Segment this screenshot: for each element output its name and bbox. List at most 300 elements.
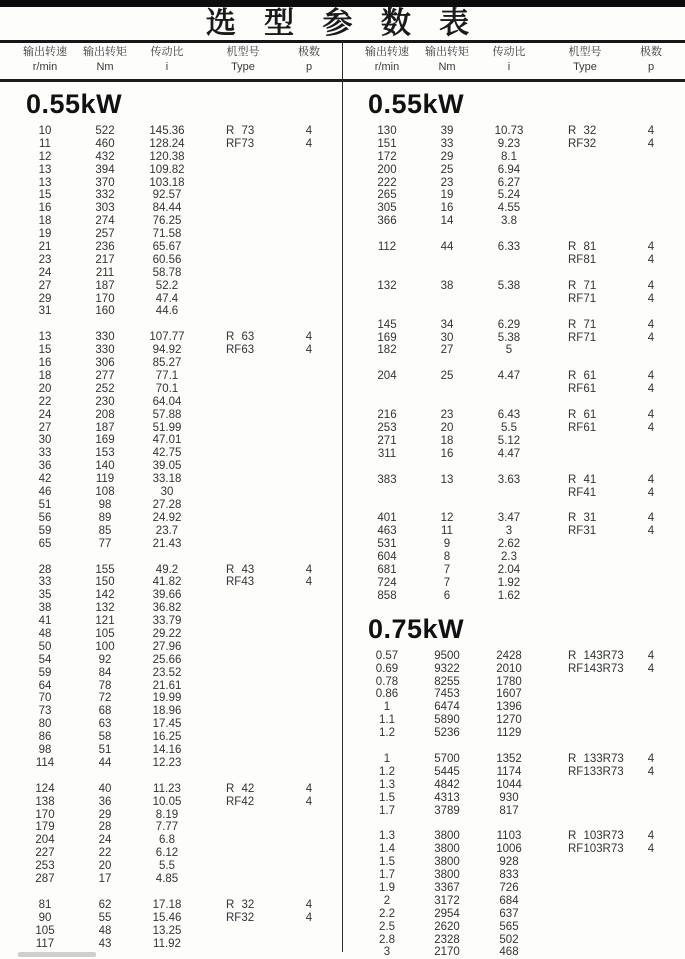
model-block <box>342 650 684 740</box>
cell-type <box>196 202 290 215</box>
cell-poles <box>632 869 670 882</box>
table-row <box>0 860 342 873</box>
cell-speed: 27 <box>38 421 52 434</box>
cell-speed: 681 <box>377 564 397 577</box>
cell-ratio: 5.12 <box>497 434 521 447</box>
cell-speed: 24 <box>38 408 52 421</box>
table-right-column <box>342 82 684 959</box>
cell-type <box>196 460 290 473</box>
cell-poles <box>632 564 670 577</box>
cell-type: RF103R73 <box>568 843 624 856</box>
cell-poles: 4 <box>647 125 655 137</box>
cell-speed: 59 <box>38 524 52 537</box>
cell-ratio: 8.19 <box>155 808 179 821</box>
cell-type <box>538 869 632 882</box>
cell-type <box>196 757 290 770</box>
table-row <box>0 228 342 241</box>
cell-speed: 21 <box>38 241 52 254</box>
cell-torque: 5700 <box>434 752 460 765</box>
cell-ratio: 1270 <box>496 714 522 727</box>
cell-poles <box>290 589 328 602</box>
table-row <box>0 718 342 731</box>
cell-ratio: 5 <box>505 344 513 357</box>
cell-speed: 366 <box>377 215 397 228</box>
cell-speed: 2 <box>383 894 391 907</box>
cell-poles: 4 <box>305 898 313 911</box>
cell-torque: 16 <box>440 447 454 460</box>
table-row <box>0 215 342 228</box>
cell-poles <box>632 805 670 818</box>
cell-poles <box>290 293 328 306</box>
table-row <box>342 779 684 792</box>
header-label-speed: 输出转速 <box>365 46 409 58</box>
cell-type <box>538 921 632 934</box>
cell-ratio: 565 <box>499 920 519 933</box>
cell-speed: 1.1 <box>379 714 395 727</box>
cell-type <box>196 151 290 164</box>
cell-type <box>196 860 290 873</box>
cell-torque: 19 <box>440 189 454 202</box>
cell-speed: 130 <box>377 125 397 137</box>
cell-torque: 23 <box>440 409 454 422</box>
cell-torque: 8 <box>443 551 451 564</box>
cell-torque: 2328 <box>434 933 460 946</box>
table-row <box>0 744 342 757</box>
cell-ratio: 42.75 <box>152 447 182 460</box>
cell-poles <box>632 577 670 590</box>
cell-torque: 9 <box>443 538 451 551</box>
cell-type <box>538 202 632 215</box>
header-unit-torque: Nm <box>96 61 114 73</box>
cell-speed: 0.78 <box>375 675 399 688</box>
cell-ratio: 27.28 <box>152 498 182 511</box>
cell-ratio: 5.24 <box>497 189 521 202</box>
cell-poles: 4 <box>647 292 655 305</box>
cell-type <box>538 164 632 177</box>
cell-ratio: 19.99 <box>152 692 182 705</box>
table-row <box>342 830 684 843</box>
cell-ratio: 77.1 <box>155 370 179 383</box>
cell-ratio: 58.78 <box>152 266 182 279</box>
table-row <box>342 590 684 603</box>
cell-ratio: 928 <box>499 856 519 869</box>
cell-torque: 230 <box>95 395 115 408</box>
cell-ratio: 33.79 <box>152 615 182 628</box>
table-row <box>0 422 342 435</box>
cell-speed: 28 <box>38 563 52 576</box>
cell-ratio: 6.94 <box>497 163 521 176</box>
cell-speed: 2.8 <box>379 933 395 946</box>
cell-speed: 13 <box>38 176 52 189</box>
cell-type: RF61 <box>568 383 597 396</box>
cell-type: R 32 <box>568 125 597 137</box>
cell-type <box>538 946 632 959</box>
cell-ratio: 60.56 <box>152 253 182 266</box>
cell-type <box>196 705 290 718</box>
header-col-type <box>538 45 632 78</box>
cell-poles <box>632 856 670 869</box>
cell-poles: 4 <box>305 344 313 357</box>
cell-torque: 84 <box>98 666 112 679</box>
cell-ratio: 57.88 <box>152 408 182 421</box>
cell-type <box>538 551 632 564</box>
cell-poles <box>290 151 328 164</box>
cell-torque: 98 <box>98 498 112 511</box>
cell-torque: 2170 <box>434 946 460 959</box>
cell-type: RF63 <box>226 344 255 357</box>
cell-speed: 117 <box>35 937 55 950</box>
cell-ratio: 14.16 <box>152 743 182 756</box>
cell-poles: 4 <box>305 331 313 344</box>
cell-speed: 51 <box>38 498 52 511</box>
table-row <box>0 899 342 912</box>
model-block <box>0 783 342 886</box>
cell-speed: 204 <box>35 834 55 847</box>
cell-poles: 4 <box>647 752 655 765</box>
cell-torque: 78 <box>98 679 112 692</box>
cell-poles <box>290 499 328 512</box>
cell-ratio: 52.2 <box>155 279 179 292</box>
cell-torque: 27 <box>440 344 454 357</box>
cell-type <box>196 254 290 267</box>
cell-ratio <box>480 383 538 396</box>
cell-torque: 150 <box>95 576 115 589</box>
cell-ratio: 13.25 <box>152 924 182 937</box>
table-row <box>0 383 342 396</box>
cell-poles <box>632 344 670 357</box>
table-row <box>342 921 684 934</box>
cell-ratio: 502 <box>499 933 519 946</box>
cell-speed: 1.7 <box>379 869 395 882</box>
cell-ratio: 18.96 <box>152 705 182 718</box>
cell-type <box>196 267 290 280</box>
cell-speed: 138 <box>35 795 55 808</box>
cell-speed: 50 <box>38 640 52 653</box>
table-row <box>342 409 684 422</box>
cell-poles: 4 <box>647 331 655 344</box>
cell-ratio: 1352 <box>496 752 522 765</box>
cell-ratio: 1129 <box>496 727 522 740</box>
cell-poles <box>632 701 670 714</box>
cell-poles <box>290 834 328 847</box>
cell-ratio: 6.27 <box>497 176 521 189</box>
cell-speed: 30 <box>38 434 52 447</box>
cell-ratio: 21.43 <box>152 537 182 550</box>
cell-torque: 29 <box>440 150 454 163</box>
cell-type <box>196 821 290 834</box>
header-label-type: 机型号 <box>226 46 260 58</box>
cell-ratio: 5.38 <box>497 279 521 292</box>
cell-ratio: 36.82 <box>152 602 182 615</box>
cell-ratio: 10.73 <box>494 125 524 137</box>
cell-type: RF61 <box>568 422 597 435</box>
table-row <box>342 650 684 663</box>
cell-speed: 16 <box>38 202 52 215</box>
cell-type <box>196 396 290 409</box>
cell-torque: 30 <box>440 331 454 344</box>
cell-torque: 132 <box>95 602 115 615</box>
cell-ratio: 71.58 <box>152 228 182 241</box>
cell-speed: 3 <box>383 946 391 959</box>
cell-ratio: 109.82 <box>149 163 185 176</box>
cell-speed: 98 <box>38 743 52 756</box>
cell-speed: 64 <box>38 679 52 692</box>
cell-speed: 18 <box>38 370 52 383</box>
table-row <box>342 189 684 202</box>
cell-torque: 236 <box>95 241 115 254</box>
cell-speed: 531 <box>377 538 397 551</box>
cell-torque: 9322 <box>434 662 460 675</box>
cell-speed: 0.69 <box>375 662 399 675</box>
cell-ratio: 4.47 <box>497 447 521 460</box>
cell-poles: 4 <box>647 370 655 383</box>
cell-ratio: 1396 <box>496 701 522 714</box>
model-block <box>342 125 684 228</box>
cell-ratio: 47.01 <box>152 434 182 447</box>
header-unit-speed: r/min <box>374 61 400 73</box>
cell-torque: 3172 <box>434 894 460 907</box>
cell-speed: 23 <box>38 253 52 266</box>
model-block <box>342 319 684 358</box>
cell-poles <box>290 641 328 654</box>
cell-poles: 4 <box>305 125 313 137</box>
cell-ratio: 128.24 <box>149 137 185 150</box>
cell-speed: 70 <box>38 692 52 705</box>
cell-speed: 65 <box>38 537 52 550</box>
cell-speed <box>360 383 414 396</box>
cell-ratio: 1780 <box>496 675 522 688</box>
cell-poles <box>290 512 328 525</box>
cell-torque: 43 <box>98 937 112 950</box>
table-row <box>0 783 342 796</box>
cell-type <box>538 727 632 740</box>
cell-ratio: 817 <box>499 804 519 817</box>
model-block <box>342 474 684 500</box>
cell-type: R 103R73 <box>568 830 624 843</box>
header-col-ratio <box>480 45 538 78</box>
cell-ratio: 6.29 <box>497 318 521 331</box>
cell-poles <box>290 860 328 873</box>
header-col-ratio <box>138 45 196 78</box>
table-row <box>342 805 684 818</box>
cell-poles <box>290 486 328 499</box>
cell-ratio: 70.1 <box>155 382 179 395</box>
cell-ratio: 11.92 <box>153 937 181 950</box>
page-title: 选 型 参 数 表 <box>205 7 480 40</box>
cell-poles <box>290 267 328 280</box>
cell-ratio: 65.67 <box>152 241 182 254</box>
table-row <box>342 792 684 805</box>
section-heading-0.55kW: 0.55kW <box>368 89 465 119</box>
cell-torque: 34 <box>440 318 454 331</box>
cell-torque: 20 <box>440 422 454 435</box>
cell-speed: 132 <box>377 279 397 292</box>
cell-ratio: 51.99 <box>152 421 182 434</box>
cell-speed: 31 <box>38 305 52 318</box>
cell-ratio: 5.38 <box>497 331 521 344</box>
cell-type: RF133R73 <box>568 765 624 778</box>
cell-speed: 16 <box>38 357 52 370</box>
cell-torque: 303 <box>95 202 115 215</box>
cell-torque: 7 <box>443 576 451 589</box>
cell-torque: 160 <box>95 305 115 318</box>
table-row <box>0 486 342 499</box>
table-row <box>0 615 342 628</box>
cell-speed: 200 <box>377 163 397 176</box>
table-row <box>342 946 684 959</box>
cell-poles: 4 <box>647 830 655 843</box>
cell-type: RF41 <box>568 486 597 499</box>
cell-speed: 19 <box>38 228 52 241</box>
cell-ratio: 103.18 <box>149 176 185 189</box>
cell-speed: 11 <box>39 137 51 150</box>
cell-ratio: 44.6 <box>155 305 179 318</box>
cell-type <box>196 667 290 680</box>
cell-poles <box>290 177 328 190</box>
cell-ratio: 9.23 <box>497 137 521 150</box>
cell-speed: 1.7 <box>379 804 395 817</box>
cell-torque: 3800 <box>434 869 460 882</box>
cell-poles <box>290 654 328 667</box>
cell-type <box>538 714 632 727</box>
cell-type <box>538 676 632 689</box>
cell-ratio: 21.61 <box>152 679 182 692</box>
cell-type <box>196 680 290 693</box>
cell-poles: 4 <box>305 911 313 924</box>
table-row <box>0 151 342 164</box>
cell-torque: 18 <box>440 434 454 447</box>
cell-ratio: 85.27 <box>152 357 182 370</box>
cell-torque: 85 <box>98 524 112 537</box>
cell-ratio: 1103 <box>496 830 522 843</box>
table-row <box>342 254 684 267</box>
cell-type <box>196 744 290 757</box>
cell-poles <box>290 602 328 615</box>
cell-torque: 5236 <box>434 727 460 740</box>
cell-type <box>196 434 290 447</box>
table-row <box>342 908 684 921</box>
cell-torque: 2954 <box>434 907 460 920</box>
table-row <box>342 448 684 461</box>
model-block <box>342 830 684 959</box>
table-row <box>0 564 342 577</box>
cell-torque: 55 <box>98 911 112 924</box>
cell-type <box>538 215 632 228</box>
table-row <box>342 319 684 332</box>
header-unit-type: Type <box>231 61 255 73</box>
cell-torque: 39 <box>440 125 454 137</box>
cell-type: RF43 <box>226 576 255 589</box>
cell-speed: 59 <box>38 666 52 679</box>
table-row <box>0 925 342 938</box>
cell-speed: 35 <box>38 589 52 602</box>
cell-poles <box>290 189 328 202</box>
table-row <box>0 705 342 718</box>
cell-poles <box>290 357 328 370</box>
table-row <box>0 938 342 951</box>
header-unit-ratio: i <box>165 61 169 73</box>
cell-poles <box>290 396 328 409</box>
cell-ratio: 33.18 <box>152 473 182 486</box>
cell-ratio: 4.47 <box>497 370 521 383</box>
cell-torque: 5445 <box>434 765 460 778</box>
cell-poles: 4 <box>647 649 655 662</box>
cell-type <box>196 293 290 306</box>
cell-type <box>196 731 290 744</box>
cell-poles <box>290 280 328 293</box>
table-row <box>0 344 342 357</box>
cell-poles <box>290 744 328 757</box>
cell-speed: 1.3 <box>379 778 395 791</box>
cell-ratio: 120.38 <box>149 150 185 163</box>
cell-speed: 216 <box>377 409 397 422</box>
table-row <box>0 538 342 551</box>
header-unit-poles: p <box>647 61 655 73</box>
cell-poles <box>290 460 328 473</box>
cell-speed: 15 <box>38 344 52 357</box>
cell-speed: 1.2 <box>379 765 395 778</box>
cell-ratio: 5.5 <box>159 860 175 873</box>
cell-torque <box>414 487 480 500</box>
cell-type: R 63 <box>226 331 255 344</box>
cell-torque: 306 <box>95 357 115 370</box>
table-row <box>0 396 342 409</box>
cell-poles <box>632 164 670 177</box>
cell-ratio: 25.66 <box>152 653 182 666</box>
header-label-speed: 输出转速 <box>23 46 67 58</box>
cell-poles <box>290 228 328 241</box>
cell-ratio: 10.05 <box>152 795 182 808</box>
cell-poles: 4 <box>647 254 655 267</box>
cell-poles: 4 <box>647 318 655 331</box>
cell-ratio: 3.8 <box>501 215 517 228</box>
header-label-poles: 极数 <box>640 46 662 58</box>
cell-poles <box>632 714 670 727</box>
cell-speed: 42 <box>38 473 52 486</box>
cell-poles <box>632 177 670 190</box>
cell-torque: 277 <box>95 370 115 383</box>
header-label-poles: 极数 <box>298 46 320 58</box>
table-row <box>342 383 684 396</box>
table-row <box>0 447 342 460</box>
model-block <box>0 125 342 318</box>
cell-ratio: 930 <box>499 791 519 804</box>
cell-ratio: 1.92 <box>497 576 521 589</box>
cell-torque: 460 <box>95 137 115 150</box>
cell-poles <box>290 305 328 318</box>
cell-poles <box>290 718 328 731</box>
cell-poles <box>632 908 670 921</box>
cell-poles <box>290 847 328 860</box>
cell-speed: 222 <box>377 176 397 189</box>
table-row <box>0 331 342 344</box>
cell-torque: 432 <box>95 150 115 163</box>
cell-poles <box>290 757 328 770</box>
cell-torque: 142 <box>95 589 115 602</box>
table-row <box>0 499 342 512</box>
cell-type <box>538 701 632 714</box>
cell-ratio <box>480 293 538 306</box>
cell-poles: 4 <box>647 241 655 254</box>
cell-ratio: 1044 <box>496 778 522 791</box>
cell-speed: 33 <box>38 447 52 460</box>
cell-poles <box>632 934 670 947</box>
header-col-speed <box>360 45 414 78</box>
table-header-right <box>342 45 684 78</box>
cell-ratio: 833 <box>499 869 519 882</box>
cell-torque: 169 <box>95 434 115 447</box>
cell-ratio: 726 <box>499 881 519 894</box>
